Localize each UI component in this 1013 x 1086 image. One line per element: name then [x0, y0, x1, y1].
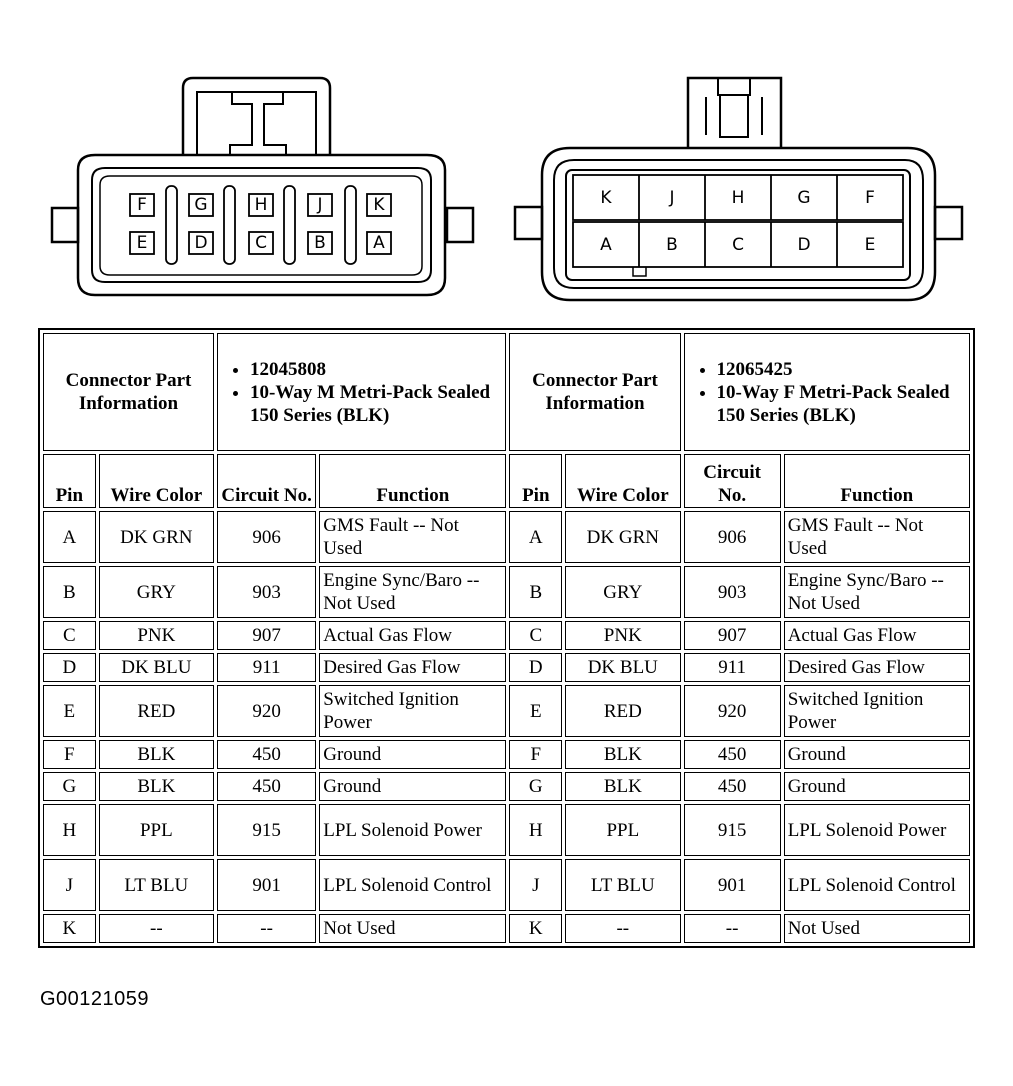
left-pin-cell: H — [43, 804, 96, 856]
pin-rows — [43, 511, 970, 943]
right-function-cell: LPL Solenoid Control — [784, 859, 970, 911]
right-wire-color-cell: RED — [565, 685, 680, 737]
right-pin-cell: B — [509, 566, 562, 618]
table-row — [43, 621, 970, 650]
table-row — [43, 685, 970, 737]
connector-m-pin-label: A — [373, 233, 385, 253]
table-row — [43, 859, 970, 911]
left-wire-color-cell: GRY — [99, 566, 214, 618]
connector-f-pin-label: A — [600, 235, 612, 255]
left-pin-header: Pin — [43, 454, 96, 508]
right-circuit-cell: 920 — [684, 685, 781, 737]
left-function-header: Function — [319, 454, 506, 508]
left-pin-cell: K — [43, 914, 96, 943]
right-function-cell: Engine Sync/Baro -- Not Used — [784, 566, 970, 618]
right-part-info-label: Connector Part Information — [509, 333, 680, 451]
connector-m-drawing — [52, 78, 473, 295]
left-wire-color-cell: PNK — [99, 621, 214, 650]
right-function-cell: GMS Fault -- Not Used — [784, 511, 970, 563]
table-row — [43, 740, 970, 769]
connector-f-pin-label: G — [797, 188, 811, 208]
left-part-number: • 12045808 — [250, 358, 502, 381]
right-circuit-cell: 901 — [684, 859, 781, 911]
left-pin-cell: A — [43, 511, 96, 563]
left-pin-cell: E — [43, 685, 96, 737]
connector-pinout-table — [38, 328, 975, 948]
table-row — [43, 511, 970, 563]
right-pin-cell: F — [509, 740, 562, 769]
left-circuit-header: Circuit No. — [217, 454, 316, 508]
right-pin-cell: G — [509, 772, 562, 801]
table-row — [43, 566, 970, 618]
right-circuit-cell: 911 — [684, 653, 781, 682]
right-pin-cell: K — [509, 914, 562, 943]
connector-f-pin-label: D — [797, 235, 811, 255]
left-wire-color-cell: -- — [99, 914, 214, 943]
connector-m-pins — [130, 194, 391, 254]
left-pin-cell: F — [43, 740, 96, 769]
right-part-description: • 10-Way F Metri-Pack Sealed 150 Series (BLK) — [717, 381, 966, 427]
right-pin-cell: H — [509, 804, 562, 856]
left-pin-cell: G — [43, 772, 96, 801]
connector-f-pin-label: B — [666, 235, 678, 255]
right-pin-cell: D — [509, 653, 562, 682]
left-function-cell: Ground — [319, 740, 506, 769]
left-wire-color-cell: BLK — [99, 740, 214, 769]
figure-code: G00121059 — [40, 988, 150, 1010]
right-function-header: Function — [784, 454, 970, 508]
table-row — [43, 914, 970, 943]
left-circuit-cell: 901 — [217, 859, 316, 911]
left-function-cell: LPL Solenoid Power — [319, 804, 506, 856]
connector-f-pin-label: J — [669, 188, 675, 208]
right-function-cell: Desired Gas Flow — [784, 653, 970, 682]
right-circuit-cell: 907 — [684, 621, 781, 650]
connector-f-pin-label: C — [732, 235, 744, 255]
left-function-cell: Ground — [319, 772, 506, 801]
right-pin-cell: J — [509, 859, 562, 911]
left-circuit-cell: 450 — [217, 772, 316, 801]
connector-m-pin-label: D — [194, 233, 208, 253]
connector-f-pin-label: E — [864, 235, 876, 255]
right-wire-color-header: Wire Color — [565, 454, 680, 508]
left-circuit-cell: 920 — [217, 685, 316, 737]
connector-m-pin-label: E — [136, 233, 148, 253]
connector-m-pin-label: H — [254, 195, 268, 215]
left-wire-color-cell: DK GRN — [99, 511, 214, 563]
connector-f-pin-label: F — [865, 188, 875, 208]
table-row — [43, 653, 970, 682]
table-row — [43, 772, 970, 801]
left-function-cell: Engine Sync/Baro -- Not Used — [319, 566, 506, 618]
left-wire-color-cell: LT BLU — [99, 859, 214, 911]
connector-m-pin-label: G — [194, 195, 208, 215]
connector-m-pin-label: J — [317, 195, 323, 215]
left-circuit-cell: 911 — [217, 653, 316, 682]
connector-f-pin-label: K — [600, 188, 612, 208]
left-circuit-cell: -- — [217, 914, 316, 943]
left-circuit-cell: 906 — [217, 511, 316, 563]
right-wire-color-cell: LT BLU — [565, 859, 680, 911]
right-function-cell: LPL Solenoid Power — [784, 804, 970, 856]
right-circuit-cell: 915 — [684, 804, 781, 856]
right-wire-color-cell: -- — [565, 914, 680, 943]
right-pin-cell: E — [509, 685, 562, 737]
left-function-cell: LPL Solenoid Control — [319, 859, 506, 911]
left-circuit-cell: 915 — [217, 804, 316, 856]
connector-diagrams — [0, 0, 1013, 320]
right-circuit-header: Circuit No. — [684, 454, 781, 508]
left-wire-color-cell: DK BLU — [99, 653, 214, 682]
right-wire-color-cell: BLK — [565, 772, 680, 801]
right-wire-color-cell: PPL — [565, 804, 680, 856]
left-pin-cell: B — [43, 566, 96, 618]
right-function-cell: Not Used — [784, 914, 970, 943]
column-header-row — [43, 454, 970, 508]
right-circuit-cell: 906 — [684, 511, 781, 563]
right-function-cell: Switched Ignition Power — [784, 685, 970, 737]
right-function-cell: Ground — [784, 740, 970, 769]
right-part-info-list — [684, 333, 970, 451]
right-circuit-cell: 903 — [684, 566, 781, 618]
right-function-cell: Ground — [784, 772, 970, 801]
left-part-info-list — [217, 333, 506, 451]
left-function-cell: Not Used — [319, 914, 506, 943]
left-wire-color-cell: BLK — [99, 772, 214, 801]
left-function-cell: GMS Fault -- Not Used — [319, 511, 506, 563]
right-pin-cell: C — [509, 621, 562, 650]
left-wire-color-header: Wire Color — [99, 454, 214, 508]
connector-f-pin-label: H — [731, 188, 745, 208]
left-wire-color-cell: PPL — [99, 804, 214, 856]
right-pin-cell: A — [509, 511, 562, 563]
right-circuit-cell: 450 — [684, 772, 781, 801]
left-circuit-cell: 450 — [217, 740, 316, 769]
left-part-description: • 10-Way M Metri-Pack Sealed 150 Series (BLK) — [250, 381, 502, 427]
right-circuit-cell: -- — [684, 914, 781, 943]
right-wire-color-cell: DK BLU — [565, 653, 680, 682]
left-part-info-label: Connector Part Information — [43, 333, 214, 451]
left-pin-cell: C — [43, 621, 96, 650]
right-wire-color-cell: PNK — [565, 621, 680, 650]
left-pin-cell: D — [43, 653, 96, 682]
connector-m-pin-label: F — [137, 195, 147, 215]
right-wire-color-cell: DK GRN — [565, 511, 680, 563]
left-function-cell: Switched Ignition Power — [319, 685, 506, 737]
right-pin-header: Pin — [509, 454, 562, 508]
left-function-cell: Actual Gas Flow — [319, 621, 506, 650]
left-function-cell: Desired Gas Flow — [319, 653, 506, 682]
right-function-cell: Actual Gas Flow — [784, 621, 970, 650]
right-wire-color-cell: GRY — [565, 566, 680, 618]
connector-m-pin-label: C — [255, 233, 267, 253]
table-row — [43, 804, 970, 856]
connector-m-pin-label: K — [373, 195, 385, 215]
right-circuit-cell: 450 — [684, 740, 781, 769]
left-circuit-cell: 907 — [217, 621, 316, 650]
left-pin-cell: J — [43, 859, 96, 911]
left-circuit-cell: 903 — [217, 566, 316, 618]
part-info-row — [43, 333, 970, 451]
right-part-number: • 12065425 — [717, 358, 966, 381]
connector-m-pin-label: B — [314, 233, 326, 253]
left-wire-color-cell: RED — [99, 685, 214, 737]
right-wire-color-cell: BLK — [565, 740, 680, 769]
